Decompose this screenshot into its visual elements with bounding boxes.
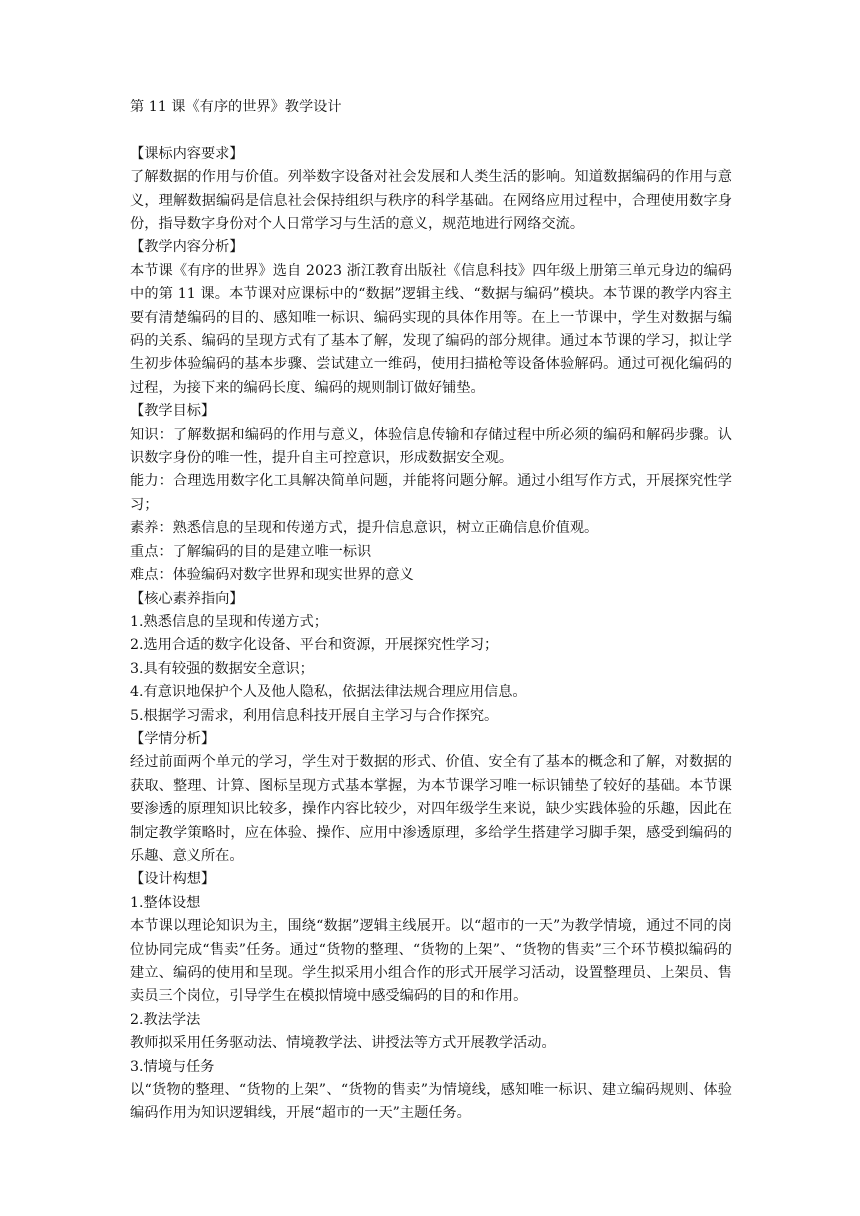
goal-difficulty: 难点：体验编码对数字世界和现实世界的意义 bbox=[130, 567, 414, 584]
literacy-item: 3.具有较强的数据安全意识； bbox=[130, 660, 314, 677]
blank-line bbox=[130, 119, 732, 142]
design-paragraph: 教师拟采用任务驱动法、情境教学法、讲授法等方式开展教学活动。 bbox=[130, 1035, 556, 1052]
student-analysis-paragraph: 经过前面两个单元的学习，学生对于数据的形式、价值、安全有了基本的概念和了解，对数据的获取、整理、计算、图标呈现方式基本掌握，为本节课学习唯一标识铺垫了较好的基础。本节课要渗透的原理知识比较多，操作内容比较少，对四年级学生来说，缺少实践体验的乐趣，因此在制定教学策略时，应在体验、操作、应用中渗透原理，多给学生搭建学习脚手架，感受到编码的乐趣、意义所在。 bbox=[130, 754, 732, 864]
design-subtitle: 1.整体设想 bbox=[130, 894, 201, 911]
section-heading-student-analysis: 【学情分析】 bbox=[130, 730, 216, 747]
section-heading-standard: 【课标内容要求】 bbox=[130, 145, 244, 162]
standard-paragraph: 了解数据的作用与价值。列举数字设备对社会发展和人类生活的影响。知道数据编码的作用与意义，理解数据编码是信息社会保持组织与秩序的科学基础。在网络应用过程中，合理使用数字身份，指导数字身份对个人日常学习与生活的意义，规范地进行网络交流。 bbox=[130, 169, 732, 233]
section-heading-literacy: 【核心素养指向】 bbox=[130, 590, 244, 607]
literacy-item: 1.熟悉信息的呈现和传递方式； bbox=[130, 613, 328, 630]
document-title: 第 11 课《有序的世界》教学设计 bbox=[130, 99, 342, 115]
goal-key-point: 重点：了解编码的目的是建立唯一标识 bbox=[130, 543, 372, 560]
design-subtitle: 3.情境与任务 bbox=[130, 1058, 215, 1075]
literacy-item: 5.根据学习需求，利用信息科技开展自主学习与合作探究。 bbox=[130, 707, 499, 724]
section-heading-content: 【教学内容分析】 bbox=[130, 239, 244, 256]
document-page bbox=[130, 96, 732, 1126]
content-paragraph: 本节课《有序的世界》选自 2023 浙江教育出版社《信息科技》四年级上册第三单元身边的编码中的第 11 课。本节课对应课标中的“数据”逻辑主线、“数据与编码”模块。本节课的教学内容主要有清楚编码的目的、感知唯一标识、编码实现的具体作用等。在上一节课中，学生对数据与编码的关系、编码的呈现方式有了基本了解，发现了编码的部分规律。通过本节课的学习，拟让学生初步体验编码的基本步骤、尝试建立一维码，使用扫描枪等设备体验解码。通过可视化编码的过程，为接下来的编码长度、编码的规则制订做好铺垫。 bbox=[130, 262, 732, 396]
section-heading-goals: 【教学目标】 bbox=[130, 403, 216, 420]
goal-knowledge: 知识：了解数据和编码的作用与意义，体验信息传输和存储过程中所必须的编码和解码步骤。认识数字身份的唯一性，提升自主可控意识，形成数据安全观。 bbox=[130, 426, 732, 467]
goal-literacy: 素养：熟悉信息的呈现和传递方式，提升信息意识，树立正确信息价值观。 bbox=[130, 520, 599, 537]
design-paragraph: 本节课以理论知识为主，围绕“数据”逻辑主线展开。以“超市的一天”为教学情境，通过不同的岗位协同完成“售卖”任务。通过“货物的整理、“货物的上架”、“货物的售卖”三个环节模拟编码的建立、编码的使用和呈现。学生拟采用小组合作的形式开展学习活动，设置整理员、上架员、售卖员三个岗位，引导学生在模拟情境中感受编码的目的和作用。 bbox=[130, 918, 732, 1005]
section-heading-design: 【设计构想】 bbox=[130, 871, 216, 888]
goal-ability: 能力：合理选用数字化工具解决简单问题，并能将问题分解。通过小组写作方式，开展探究性学习； bbox=[130, 473, 732, 513]
design-paragraph: 以“货物的整理、“货物的上架”、“货物的售卖”为情境线，感知唯一标识、建立编码规则、体验编码作用为知识逻辑线，开展“超市的一天”主题任务。 bbox=[130, 1082, 732, 1122]
literacy-item: 4.有意识地保护个人及他人隐私，依据法律法规合理应用信息。 bbox=[130, 684, 527, 701]
design-subtitle: 2.教法学法 bbox=[130, 1011, 201, 1028]
literacy-item: 2.选用合适的数字化设备、平台和资源，开展探究性学习； bbox=[130, 637, 499, 654]
